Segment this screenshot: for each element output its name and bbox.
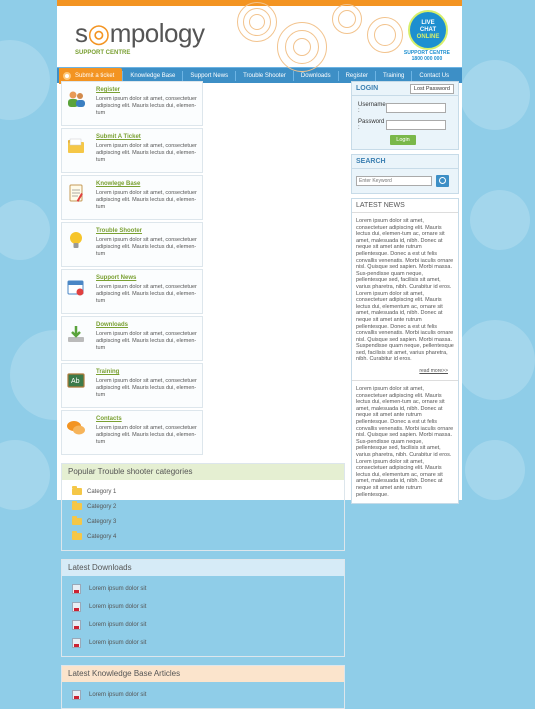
folder-icon — [66, 136, 86, 156]
logo-tagline: SUPPORT CENTRE — [75, 50, 131, 56]
password-input[interactable] — [386, 120, 446, 130]
downloads-panel-title: Latest Downloads — [62, 560, 344, 576]
live-chat-button[interactable] — [408, 10, 448, 50]
nav-item-trouble-shooter[interactable]: Trouble Shooter — [235, 71, 293, 81]
tile-desc: Lorem ipsum dolor sit amet, consectetuer adipiscing elit. Mauris lectus dui, elemen-tum — [96, 378, 197, 398]
logo-target-icon: ◎ — [87, 18, 110, 48]
tile-title[interactable]: Contacts — [96, 416, 122, 422]
download-item[interactable]: Lorem ipsum dolor sit — [62, 634, 344, 652]
tile-trouble-shooter[interactable] — [61, 222, 203, 267]
category-item[interactable]: Category 2 — [62, 499, 344, 514]
tile-downloads[interactable] — [61, 316, 203, 361]
lost-password-button[interactable]: Lost Password — [410, 84, 454, 94]
nav-item-training[interactable]: Training — [375, 71, 411, 81]
search-icon[interactable] — [436, 175, 449, 187]
password-label: Password : — [358, 118, 385, 131]
downloads-panel — [61, 559, 345, 657]
username-input[interactable] — [386, 103, 446, 113]
folder-icon — [72, 488, 82, 495]
username-label: Username : — [358, 101, 386, 114]
calendar-icon — [66, 277, 86, 297]
main-content — [61, 81, 345, 709]
support-label: SUPPORT CENTRE — [403, 50, 450, 56]
submit-ticket-label: Submit a ticket — [75, 72, 115, 79]
tile-title[interactable]: Support News — [96, 275, 137, 281]
pdf-icon — [72, 584, 81, 594]
tile-support-news[interactable] — [61, 269, 203, 314]
download-item[interactable]: Lorem ipsum dolor sit — [62, 616, 344, 634]
support-phone: 1800 000 000 — [411, 56, 443, 62]
tile-title[interactable]: Downloads — [96, 322, 129, 328]
latest-news-title: LATEST NEWS — [352, 199, 458, 213]
tile-submit-ticket[interactable] — [61, 128, 203, 173]
tile-title[interactable]: Trouble Shooter — [96, 228, 143, 234]
support-phone-block — [404, 50, 450, 62]
feature-grid — [61, 81, 345, 455]
download-item[interactable]: Lorem ipsum dolor sit — [62, 580, 344, 598]
nav-item-downloads[interactable]: Downloads — [293, 71, 338, 81]
svg-text:Ab: Ab — [71, 378, 80, 385]
tile-register[interactable] — [61, 81, 203, 126]
chat-bubbles-icon — [66, 418, 86, 438]
tile-title[interactable]: Training — [96, 369, 120, 375]
pdf-icon — [72, 620, 81, 630]
nav-item-register[interactable]: Register — [338, 71, 375, 81]
search-title: SEARCH — [352, 155, 458, 169]
live-chat-status: ONLINE — [416, 34, 440, 40]
tile-desc: Lorem ipsum dolor sit amet, consectetuer adipiscing elit. Mauris lectus dui, elemen-tum — [96, 143, 197, 163]
tile-desc: Lorem ipsum dolor sit amet, consectetuer adipiscing elit. Mauris lectus dui, elemen-tum — [96, 96, 197, 116]
folder-icon — [72, 533, 82, 540]
category-item[interactable]: Category 1 — [62, 484, 344, 499]
nav-item-knowledge-base[interactable]: Knowledge Base — [122, 71, 182, 81]
tile-desc: Lorem ipsum dolor sit amet, consectetuer adipiscing elit. Mauris lectus dui, elemen-tum — [96, 284, 197, 304]
ticket-icon — [63, 72, 71, 80]
sidebar — [351, 81, 459, 508]
kb-article-item[interactable]: Lorem ipsum dolor sit — [62, 686, 344, 704]
tile-desc: Lorem ipsum dolor sit amet, consectetuer adipiscing elit. Mauris lectus dui, elemen-tum — [96, 425, 197, 445]
categories-panel-title: Popular Trouble shooter categories — [62, 464, 344, 480]
pdf-icon — [72, 602, 81, 612]
username-row — [352, 99, 458, 116]
nav-item-support-news[interactable]: Support News — [182, 71, 235, 81]
chalkboard-icon — [66, 371, 86, 391]
tile-title[interactable]: Register — [96, 87, 121, 93]
login-title: LOGIN Lost Password — [352, 82, 458, 96]
tile-training[interactable] — [61, 363, 203, 408]
tile-title[interactable]: Knowlege Base — [96, 181, 141, 187]
tile-title[interactable]: Submit A Ticket — [96, 134, 141, 140]
page-container — [57, 0, 462, 698]
read-more-link[interactable]: read more>> — [419, 368, 448, 375]
search-box — [351, 154, 459, 194]
nav-item-contact-us[interactable]: Contact Us — [411, 71, 456, 81]
login-box — [351, 81, 459, 150]
tile-desc: Lorem ipsum dolor sit amet, consectetuer adipiscing elit. Mauris lectus dui, elemen-tum — [96, 331, 197, 351]
news-text-1: Lorem ipsum dolor sit amet, consectetuer adipiscing elit. Mauris lectus dui, elemen-tum ac, ornare sit amet, malesuada id, nibh. Donec at neque sit amet ante rutrum pellentesque. Donec a est ut felis convallis venenatis. Morbi iaculis ornare nisl. Quisque sed sapien. Morbi massa. Sus-pendisse quam neque, pellentesque sed, facilisis sit amet, varius pharetra, nibh. Curabitur id eros. Lorem ipsum dolor sit amet, consectetuer adipiscing elit. Mauris lectus dui, elementum ac, ornare sit amet, malesuada id, nibh. Donec at neque sit amet ante rutrum pellentesque. Donec a est ut felis convallis venenatis. Morbi iaculis ornare nisl. Quisque sed sapien. Morbi massa. Suspendisse quam neque, pellentesque sed, facilisis sit amet, varius pharetra, nibh. Curabitur id eros. — [356, 218, 454, 363]
pdf-icon — [72, 638, 81, 648]
decorative-rings — [207, 12, 407, 59]
folder-icon — [72, 503, 82, 510]
kb-articles-panel-title: Latest Knowledge Base Articles — [62, 666, 344, 682]
tile-contacts[interactable] — [61, 410, 203, 455]
latest-news-box — [351, 198, 459, 504]
tile-desc: Lorem ipsum dolor sit amet, consectetuer adipiscing elit. Mauris lectus dui, elemen-tum — [96, 190, 197, 210]
kb-articles-panel — [61, 665, 345, 709]
notepad-icon — [66, 183, 86, 203]
search-input[interactable] — [356, 176, 432, 186]
lightbulb-icon — [66, 230, 86, 250]
categories-panel — [61, 463, 345, 551]
download-item[interactable]: Lorem ipsum dolor sit — [62, 598, 344, 616]
users-icon — [66, 89, 86, 109]
folder-icon — [72, 518, 82, 525]
category-item[interactable]: Category 3 — [62, 514, 344, 529]
login-button[interactable]: Login — [390, 135, 416, 145]
live-chat-line1: LIVE — [421, 20, 435, 26]
tile-desc: Lorem ipsum dolor sit amet, consectetuer adipiscing elit. Mauris lectus dui, elemen-tum — [96, 237, 197, 257]
category-item[interactable]: Category 4 — [62, 529, 344, 544]
password-row — [352, 116, 458, 133]
download-icon — [66, 324, 86, 344]
document-icon — [72, 690, 81, 700]
logo[interactable]: s◎mpology — [75, 18, 205, 48]
news-text-2: Lorem ipsum dolor sit amet, consectetuer adipiscing elit. Mauris lectus dui, elemen-tum ac, ornare sit amet, malesuada id, nibh. Donec at neque sit amet ante rutrum pellentesque. Donec a est ut felis convallis venenatis. Morbi iaculis ornare nisl. Quisque sed sapien. Morbi massa. Sus-pendisse quam neque, pellentesque sed, facilisis sit amet, varius pharetra, nibh. Curabitur id eros. Lorem ipsum dolor sit amet, consectetuer adipiscing elit. Mauris lectus dui, elementum ac, ornare sit amet, malesuada id, nibh. Donec at neque sit amet ante rutrum pellentesque. — [356, 386, 454, 498]
live-chat-line2: CHAT — [419, 27, 437, 33]
tile-knowledge-base[interactable] — [61, 175, 203, 220]
header — [57, 6, 462, 62]
